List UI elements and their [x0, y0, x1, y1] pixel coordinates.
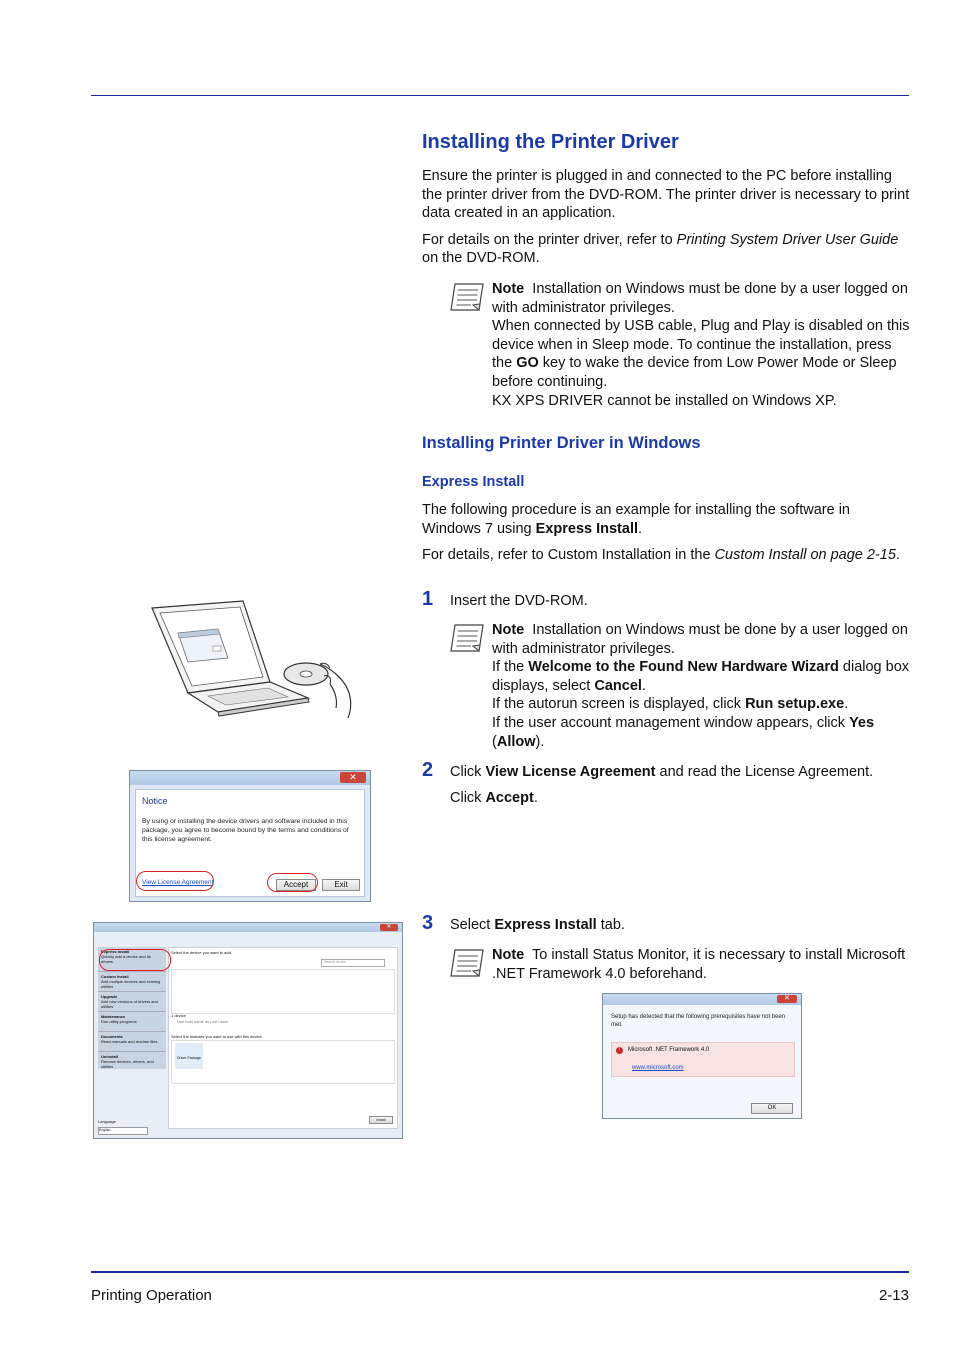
install-button[interactable]: Install — [369, 1116, 393, 1124]
close-icon[interactable]: ✕ — [777, 995, 797, 1003]
accept-button[interactable]: Accept — [276, 879, 316, 891]
prereq-dialog-screenshot — [602, 993, 802, 1119]
note1-line2: When connected by USB cable, Plug and Play is disabled on this device when in Sleep mode. To continue the installation, press the GO key to wake the device from Low Power Mode or Sleep before continuing. — [492, 318, 910, 390]
sidebar-item[interactable]: Documents Read manuals and readme files — [98, 1032, 166, 1052]
step-1-number: 1 — [422, 588, 434, 610]
note1-line1: Installation on Windows must be done by a user logged on with administrator privileges. — [492, 281, 908, 316]
step1-note-line1: Installation on Windows must be done by a user logged on with administrator privileges. — [492, 622, 908, 657]
note-label: Note — [492, 947, 525, 963]
step1-note-line4: If the user account management window appears, click Yes (Allow). — [492, 714, 875, 750]
note-label: Note — [492, 281, 525, 297]
step-3-text: Select Express Install tab. — [450, 917, 625, 933]
section-heading: Installing Printer Driver in Windows — [422, 434, 701, 452]
intro-block — [422, 167, 910, 268]
step-2-text — [450, 763, 873, 807]
note-1 — [492, 280, 912, 410]
note-step-1 — [492, 621, 912, 751]
express-paragraph-1: The following procedure is an example for installing the software in Windows 7 using Express Install. — [422, 502, 850, 537]
language-label: Language — [98, 1119, 116, 1124]
select-device-label: Select the device you want to add. — [171, 950, 232, 955]
device-search-input[interactable] — [321, 959, 385, 967]
notice-heading: Notice — [142, 796, 168, 806]
device-list — [171, 969, 395, 1014]
sidebar-item[interactable]: Custom Install Add multiple devices and existing utilities — [98, 972, 166, 992]
prereq-message: Setup has detected that the following prerequisites have not been met. — [611, 1014, 786, 1028]
footer-page-number: 2-13 — [878, 1287, 909, 1304]
notice-dialog-screenshot — [129, 770, 371, 902]
feature-label: Driver Package — [177, 1056, 201, 1060]
view-license-link[interactable]: View License Agreement — [142, 879, 214, 886]
highlight-ring-accept — [267, 873, 318, 892]
language-select[interactable] — [98, 1127, 148, 1135]
intro-p2-post: on the DVD-ROM. — [422, 250, 540, 267]
highlight-ring-link — [136, 871, 214, 891]
footer-section-title: Printing Operation — [91, 1287, 212, 1304]
notice-body: By using or installing the device drivers and software included in this package, you agree to become bound by the terms and conditions of this license agreement. — [142, 818, 349, 843]
step1-note-line2: If the Welcome to the Found New Hardware Wizard dialog box displays, select Cancel. — [492, 659, 910, 694]
intro-paragraph-1: Ensure the printer is plugged in and connected to the PC before installing the printer driver from the DVD-ROM. The printer driver is necessary to print data created in an application. — [422, 168, 910, 222]
note-icon — [449, 946, 487, 980]
page-title: Installing the Printer Driver — [422, 131, 679, 153]
ok-button[interactable]: OK — [751, 1103, 793, 1114]
step-1-text: Insert the DVD-ROM. — [450, 593, 588, 609]
intro-p2-italic: Printing System Driver User Guide — [676, 231, 899, 248]
laptop-dvd-illustration — [148, 598, 358, 720]
note-icon — [449, 621, 487, 655]
note1-line3: KX XPS DRIVER cannot be installed on Windows XP. — [492, 392, 837, 409]
sidebar-item[interactable]: Maintenance Run utility programs — [98, 1012, 166, 1032]
host-name-checkbox[interactable]: Use host name as port name — [177, 1019, 229, 1024]
subsection-heading: Express Install — [422, 474, 525, 490]
step-2-number: 2 — [422, 759, 434, 781]
highlight-ring-express — [99, 949, 171, 971]
express-block — [422, 501, 910, 565]
prereq-titlebar — [603, 994, 801, 1005]
feature-list — [171, 1040, 395, 1084]
installer-main — [168, 947, 398, 1129]
footer-rule — [91, 1271, 909, 1273]
installer-titlebar — [94, 923, 402, 932]
note-icon — [449, 280, 487, 314]
step2-line2: Click Accept. — [450, 789, 538, 806]
note-label: Note — [492, 622, 525, 638]
intro-paragraph-2 — [422, 231, 910, 268]
feature-tile[interactable] — [175, 1043, 203, 1069]
exit-button[interactable]: Exit — [322, 879, 360, 891]
close-icon[interactable]: ✕ — [340, 772, 366, 783]
search-placeholder: Search device — [324, 960, 347, 964]
sidebar-item[interactable]: Upgrade Add new versions of drivers and utilities — [98, 992, 166, 1012]
installer-screenshot — [93, 922, 403, 1139]
step1-note-line3: If the autorun screen is displayed, click Run setup.exe. — [492, 696, 849, 713]
prereq-item: Microsoft .NET Framework 4.0 — [628, 1047, 710, 1053]
intro-p2-pre: For details on the printer driver, refer to — [422, 231, 677, 248]
express-paragraph-2: For details, refer to Custom Installation in the Custom Install on page 2-15. — [422, 547, 900, 564]
step2-line1: Click View License Agreement and read the License Agreement. — [450, 764, 874, 780]
select-features-label: Select the features you want to use with this device. — [171, 1034, 263, 1039]
microsoft-link[interactable]: www.microsoft.com — [632, 1065, 684, 1071]
step-3-number: 3 — [422, 912, 434, 934]
header-rule — [91, 95, 909, 96]
sidebar-item[interactable]: Uninstall Remove devices, drivers, and utilities — [101, 1054, 154, 1069]
note-step-3 — [492, 946, 912, 983]
step3-note-text: To install Status Monitor, it is necessary to install Microsoft .NET Framework 4.0 beforehand. — [492, 947, 906, 982]
error-icon: ! — [616, 1047, 623, 1054]
sidebar-item[interactable]: Express Install Quickly add a device and its drivers — [98, 947, 166, 972]
prereq-panel — [611, 1042, 795, 1077]
devices-count: 1 device — [171, 1013, 186, 1018]
dialog-titlebar — [130, 771, 370, 785]
close-icon[interactable]: ✕ — [380, 924, 398, 931]
language-value: English — [99, 1128, 111, 1132]
